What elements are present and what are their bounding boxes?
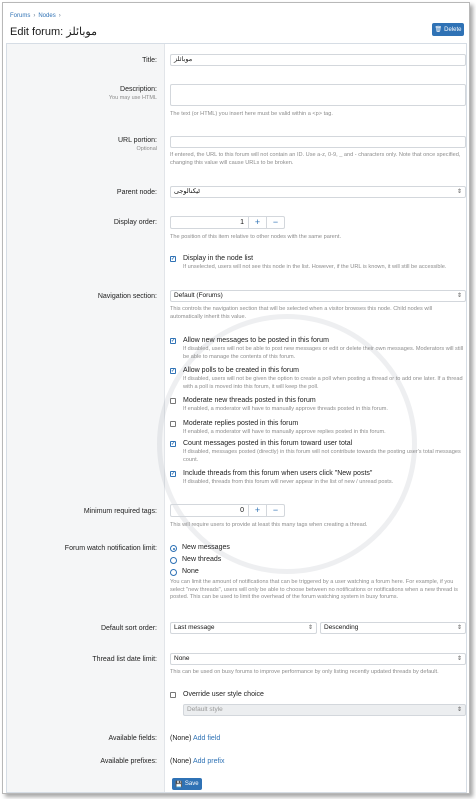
url-hint: If entered, the URL to this forum will not contain an ID. Use a-z, 0-9, _ and - characters only. Note that once specified, changing this value will cause URLs to be broken. xyxy=(170,152,461,166)
watch-hint: You can limit the amount of notifications that can be triggered by a user watching a forum here. For example, if you select "new threads", users will only be able to choose between no notifications or notifications when a new thread is posted. This can be used to limit the overhead of the forum watching system in busy forums. xyxy=(170,579,458,600)
description-hint: The text (or HTML) you insert here must be valid within a <p> tag. xyxy=(170,111,333,117)
order-label: Display order: xyxy=(113,219,157,226)
mod-replies-hint: If enabled, a moderator will have to manually approve replies posted in this forum. xyxy=(183,429,386,435)
description-textarea[interactable] xyxy=(170,84,466,106)
breadcrumb xyxy=(10,13,64,19)
min-tags-label: Minimum required tags: xyxy=(83,508,157,515)
url-input[interactable] xyxy=(170,136,466,148)
min-tags-stepper[interactable]: 0 + − xyxy=(170,504,285,517)
add-prefix-link[interactable]: Add prefix xyxy=(192,758,225,765)
updown-icon: ⇕ xyxy=(456,707,462,713)
watch-label: Forum watch notification limit: xyxy=(64,545,157,552)
date-limit-hint: This can be used on busy forums to improve performance by only listing recently updated threads by default. xyxy=(170,669,439,675)
watch-radio-messages[interactable] xyxy=(170,545,177,552)
display-label: Display in the node list xyxy=(183,255,254,262)
title-input[interactable]: موبائلز xyxy=(170,54,466,66)
breadcrumb-forums[interactable]: Forums xyxy=(10,13,31,19)
minus-icon[interactable]: − xyxy=(266,505,284,516)
parent-label: Parent node: xyxy=(116,189,157,196)
allow-polls-hint: If disabled, users will not be given the option to create a poll when posting a thread or to add one later. If a thread with a poll is moved into this forum, it will keep the poll. xyxy=(183,376,463,390)
updown-icon: ⇕ xyxy=(456,189,462,195)
order-hint: The position of this item relative to other nodes with the same parent. xyxy=(170,234,342,240)
window xyxy=(2,2,470,794)
watch-option-messages: New messages xyxy=(182,544,230,551)
allow-posting-checkbox[interactable] xyxy=(170,338,176,344)
count-checkbox[interactable] xyxy=(170,441,176,447)
style-select[interactable]: Default style ⇕ xyxy=(183,704,466,716)
nav-hint: This controls the navigation section that will be selected when a visitor browses this node. Child nodes will automatically inherit this value. xyxy=(170,306,433,320)
sort-field-select[interactable]: Last message ⇕ xyxy=(170,622,317,634)
mod-replies-label: Moderate replies posted in this forum xyxy=(183,420,299,427)
prefixes-label: Available prefixes: xyxy=(100,758,157,765)
date-limit-select[interactable]: None ⇕ xyxy=(170,653,466,665)
allow-posting-label: Allow new messages to be posted in this forum xyxy=(183,337,329,344)
mod-threads-hint: If enabled, a moderator will have to manually approve threads posted in this forum. xyxy=(183,406,388,412)
mod-threads-label: Moderate new threads posted in this forum xyxy=(183,397,316,404)
breadcrumb-separator: › xyxy=(58,13,61,19)
min-tags-hint: This will require users to provide at least this many tags when creating a thread. xyxy=(170,522,368,528)
add-field-link[interactable]: Add field xyxy=(192,735,221,742)
fields-label: Available fields: xyxy=(108,735,157,742)
fields-value: (None) Add field xyxy=(170,735,221,742)
save-icon: 💾 xyxy=(175,781,183,788)
title-label: Title: xyxy=(142,57,157,64)
sort-direction-select[interactable]: Descending ⇕ xyxy=(320,622,466,634)
allow-polls-label: Allow polls to be created in this forum xyxy=(183,367,299,374)
watch-option-threads: New threads xyxy=(182,556,222,563)
description-sublabel: You may use HTML xyxy=(108,95,157,101)
allow-posting-hint: If disabled, users will not be able to post new messages or edit or delete their own messages. Moderators will still be able to manage the contents of this forum. xyxy=(183,346,464,360)
breadcrumb-nodes[interactable]: Nodes xyxy=(38,13,56,19)
description-label: Description: xyxy=(120,86,157,93)
mod-threads-checkbox[interactable] xyxy=(170,398,176,404)
display-order-stepper[interactable]: 1 + − xyxy=(170,216,285,229)
minus-icon[interactable]: − xyxy=(266,217,284,228)
sort-label: Default sort order: xyxy=(100,625,157,632)
date-limit-label: Thread list date limit: xyxy=(92,656,157,663)
override-checkbox[interactable] xyxy=(170,692,176,698)
include-hint: If disabled, threads from this forum will never appear in the list of new / unread posts. xyxy=(183,479,394,485)
plus-icon[interactable]: + xyxy=(248,505,266,516)
save-button[interactable]: 💾 Save xyxy=(172,778,202,790)
page-header xyxy=(3,3,469,41)
watch-radio-threads[interactable] xyxy=(170,557,177,564)
display-checkbox[interactable] xyxy=(170,256,176,262)
count-label: Count messages posted in this forum toward user total xyxy=(183,440,353,447)
edit-forum-form xyxy=(6,43,467,793)
mod-replies-checkbox[interactable] xyxy=(170,421,176,427)
display-hint: If unselected, users will not see this node in the list. However, if the URL is known, it will still be accessible. xyxy=(183,264,447,270)
label-column xyxy=(7,44,165,792)
parent-node-select[interactable]: ٹیکنالوجی ⇕ xyxy=(170,186,466,198)
updown-icon: ⇕ xyxy=(456,656,462,662)
nav-label: Navigation section: xyxy=(97,293,157,300)
breadcrumb-separator: › xyxy=(33,13,36,19)
delete-button[interactable]: 🗑 Delete xyxy=(432,23,464,36)
navigation-select[interactable]: Default (Forums) ⇕ xyxy=(170,290,466,302)
include-checkbox[interactable] xyxy=(170,471,176,477)
updown-icon: ⇕ xyxy=(456,293,462,299)
updown-icon: ⇕ xyxy=(307,625,313,631)
prefixes-value: (None) Add prefix xyxy=(170,758,225,765)
plus-icon[interactable]: + xyxy=(248,217,266,228)
updown-icon: ⇕ xyxy=(456,625,462,631)
count-hint: If disabled, messages posted (directly) in this forum will not contribute towards the posting user's total messages count. xyxy=(183,449,461,463)
include-label: Include threads from this forum when users click "New posts" xyxy=(183,470,373,477)
override-label: Override user style choice xyxy=(183,691,264,698)
url-sublabel: Optional xyxy=(136,146,157,152)
watch-option-none: None xyxy=(182,568,199,575)
url-label: URL portion: xyxy=(117,137,157,144)
trash-icon: 🗑 xyxy=(434,27,443,33)
page-title: Edit forum: موبائلز xyxy=(10,26,98,38)
allow-polls-checkbox[interactable] xyxy=(170,368,176,374)
watch-radio-none[interactable] xyxy=(170,569,177,576)
